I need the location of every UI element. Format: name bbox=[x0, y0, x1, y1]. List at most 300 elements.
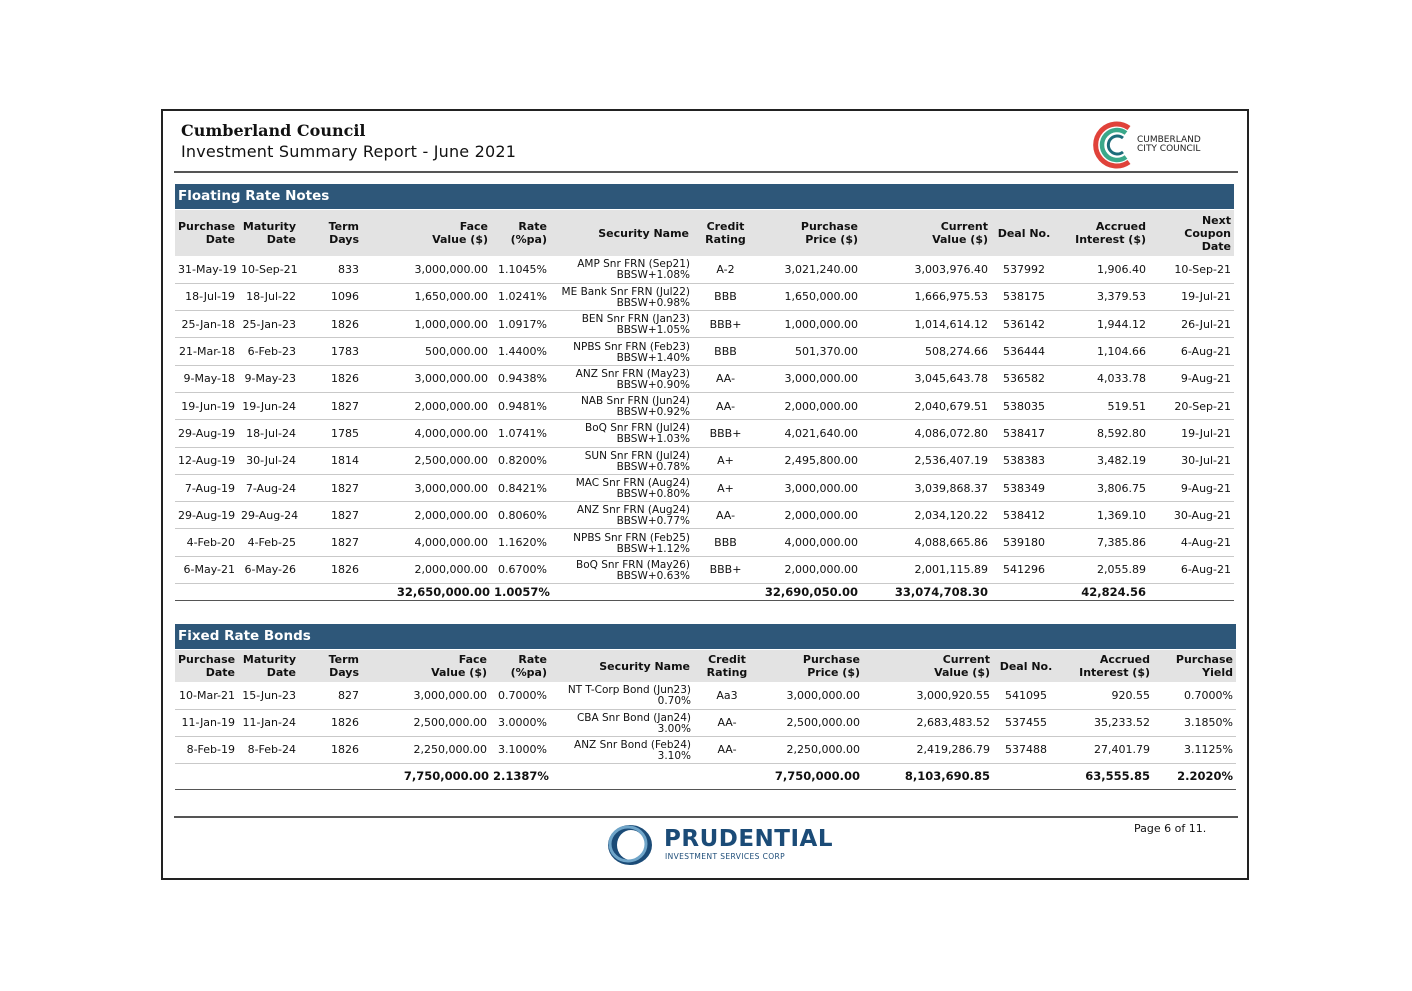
frn-cell-next-coupon-date: 9-Aug-21 bbox=[1149, 365, 1234, 392]
frb-col-header-line2: Price ($) bbox=[807, 666, 860, 679]
frn-cell-term-days: 1814 bbox=[299, 447, 362, 474]
frn-total-cell bbox=[550, 584, 693, 601]
frb-cell-accrued-interest: 920.55 bbox=[1059, 682, 1153, 709]
frb-col-header-line1: Face bbox=[458, 653, 487, 666]
frn-cell-credit-rating: AA- bbox=[693, 502, 758, 529]
frn-cell-security-name bbox=[550, 392, 693, 419]
frn-cell-credit-rating: BBB bbox=[693, 338, 758, 365]
frn-cell-purchase-price: 1,000,000.00 bbox=[758, 311, 861, 338]
frn-cell-accrued-interest: 519.51 bbox=[1057, 392, 1149, 419]
frn-cell-deal-no: 538412 bbox=[991, 502, 1057, 529]
frn-total-cell bbox=[1149, 584, 1234, 601]
frn-cell-face-value: 4,000,000.00 bbox=[362, 529, 491, 556]
frb-cell-accrued-interest: 35,233.52 bbox=[1059, 709, 1153, 736]
frb-security-line1: ANZ Snr Bond (Feb24) bbox=[574, 738, 691, 751]
frb-col-header-line1: Deal No. bbox=[999, 659, 1053, 673]
frb-col-header-line2: (%pa) bbox=[510, 666, 547, 679]
frn-cell-accrued-interest: 1,944.12 bbox=[1057, 311, 1149, 338]
frb-col-header bbox=[1059, 650, 1153, 682]
frb-col-header-line1: Security Name bbox=[599, 659, 690, 673]
frn-security-line1: AMP Snr FRN (Sep21) bbox=[577, 258, 690, 271]
frn-col-header bbox=[693, 210, 758, 256]
frn-cell-deal-no: 538349 bbox=[991, 474, 1057, 501]
frn-col-header bbox=[991, 210, 1057, 256]
frb-cell-accrued-interest: 27,401.79 bbox=[1059, 736, 1153, 763]
frn-cell-next-coupon-date: 6-Aug-21 bbox=[1149, 556, 1234, 583]
frb-cell-purchase-price: 2,500,000.00 bbox=[760, 709, 863, 736]
frn-cell-security-name bbox=[550, 502, 693, 529]
frn-cell-security-name bbox=[550, 474, 693, 501]
frb-col-header-line2: Value ($) bbox=[934, 666, 990, 679]
frn-cell-term-days: 1827 bbox=[299, 474, 362, 501]
frb-col-header-line2: Yield bbox=[1202, 666, 1233, 679]
frn-security-line2: BBSW+0.63% bbox=[616, 569, 690, 582]
frn-row bbox=[175, 365, 1234, 392]
frn-cell-security-name bbox=[550, 311, 693, 338]
frn-security-line1: ANZ Snr FRN (Aug24) bbox=[576, 504, 690, 517]
frb-col-header-line2: Date bbox=[205, 666, 235, 679]
frb-cell-maturity-date: 15-Jun-23 bbox=[238, 682, 299, 709]
frb-cell-term-days: 1826 bbox=[299, 736, 362, 763]
frn-cell-accrued-interest: 1,104.66 bbox=[1057, 338, 1149, 365]
frn-cell-rate: 1.4400% bbox=[491, 338, 550, 365]
frn-row bbox=[175, 502, 1234, 529]
frb-cell-current-value: 2,419,286.79 bbox=[863, 736, 993, 763]
frn-cell-purchase-date: 9-May-18 bbox=[175, 365, 238, 392]
frn-cell-maturity-date: 10-Sep-21 bbox=[238, 256, 299, 283]
frn-col-header-line1: Next Coupon bbox=[1184, 213, 1231, 240]
frn-cell-accrued-interest: 2,055.89 bbox=[1057, 556, 1149, 583]
frn-cell-rate: 0.8421% bbox=[491, 474, 550, 501]
frb-security-line1: CBA Snr Bond (Jan24) bbox=[576, 711, 691, 724]
frb-col-header bbox=[299, 650, 362, 682]
frb-cell-purchase-price: 2,250,000.00 bbox=[760, 736, 863, 763]
frb-cell-rate: 3.0000% bbox=[490, 709, 550, 736]
frn-cell-maturity-date: 6-Feb-23 bbox=[238, 338, 299, 365]
frn-cell-face-value: 500,000.00 bbox=[362, 338, 491, 365]
frb-col-header-line1: Accrued bbox=[1099, 653, 1150, 666]
frn-total-face-value: 32,650,000.00 bbox=[362, 584, 491, 601]
frb-col-header bbox=[175, 650, 238, 682]
frn-cell-accrued-interest: 1,369.10 bbox=[1057, 502, 1149, 529]
frn-security-line1: BoQ Snr FRN (Jul24) bbox=[585, 422, 690, 435]
frn-cell-rate: 0.9481% bbox=[491, 392, 550, 419]
frn-security-line2: BBSW+1.08% bbox=[616, 269, 690, 282]
frb-row bbox=[175, 736, 1236, 763]
frn-security-line2: BBSW+0.92% bbox=[616, 406, 690, 419]
frb-cell-credit-rating: AA- bbox=[694, 736, 760, 763]
frb-total-cell bbox=[299, 763, 362, 789]
council-logo bbox=[1093, 118, 1205, 172]
frn-cell-term-days: 1826 bbox=[299, 311, 362, 338]
frn-cell-current-value: 1,666,975.53 bbox=[861, 283, 991, 310]
frn-cell-credit-rating: BBB+ bbox=[693, 420, 758, 447]
council-logo-line1: CUMBERLAND bbox=[1137, 135, 1201, 145]
frb-security-line2: 0.70% bbox=[657, 695, 691, 708]
frn-cell-maturity-date: 19-Jun-24 bbox=[238, 392, 299, 419]
frn-cell-security-name bbox=[550, 529, 693, 556]
frb-total-current-value: 8,103,690.85 bbox=[863, 763, 993, 789]
frn-row bbox=[175, 529, 1234, 556]
frn-cell-face-value: 3,000,000.00 bbox=[362, 365, 491, 392]
frn-cell-purchase-price: 501,370.00 bbox=[758, 338, 861, 365]
frb-col-header bbox=[993, 650, 1059, 682]
frn-total-current-value: 33,074,708.30 bbox=[861, 584, 991, 601]
frn-total-accrued-interest: 42,824.56 bbox=[1057, 584, 1149, 601]
frb-total-purchase-price: 7,750,000.00 bbox=[760, 763, 863, 789]
frb-col-header-line2: Rating bbox=[706, 666, 748, 679]
frn-cell-current-value: 2,040,679.51 bbox=[861, 392, 991, 419]
frn-col-header-line2: Value ($) bbox=[932, 233, 988, 246]
frn-security-line1: NPBS Snr FRN (Feb23) bbox=[573, 340, 690, 353]
frb-cell-deal-no: 541095 bbox=[993, 682, 1059, 709]
frn-cell-term-days: 833 bbox=[299, 256, 362, 283]
frn-cell-security-name bbox=[550, 420, 693, 447]
frn-cell-maturity-date: 9-May-23 bbox=[238, 365, 299, 392]
frn-security-line2: BBSW+1.03% bbox=[616, 433, 690, 446]
frn-cell-term-days: 1785 bbox=[299, 420, 362, 447]
frb-cell-purchase-yield: 3.1125% bbox=[1153, 736, 1236, 763]
frn-col-header-line1: Rate bbox=[518, 220, 547, 233]
frn-cell-purchase-date: 25-Jan-18 bbox=[175, 311, 238, 338]
frn-cell-face-value: 2,000,000.00 bbox=[362, 502, 491, 529]
frn-cell-rate: 0.9438% bbox=[491, 365, 550, 392]
frn-col-header-line1: Purchase bbox=[178, 220, 236, 233]
frn-cell-purchase-price: 2,495,800.00 bbox=[758, 447, 861, 474]
frn-col-header-line2: Days bbox=[329, 233, 359, 246]
frn-security-line2: BBSW+1.05% bbox=[616, 324, 690, 337]
frn-col-header bbox=[1149, 210, 1234, 256]
frn-cell-purchase-date: 31-May-19 bbox=[175, 256, 238, 283]
frn-cell-credit-rating: AA- bbox=[693, 365, 758, 392]
frn-cell-face-value: 3,000,000.00 bbox=[362, 474, 491, 501]
frb-cell-current-value: 3,000,920.55 bbox=[863, 682, 993, 709]
frn-cell-deal-no: 536582 bbox=[991, 365, 1057, 392]
frn-cell-accrued-interest: 3,806.75 bbox=[1057, 474, 1149, 501]
frn-cell-deal-no: 538417 bbox=[991, 420, 1057, 447]
frn-total-purchase-price: 32,690,050.00 bbox=[758, 584, 861, 601]
frn-cell-maturity-date: 29-Aug-24 bbox=[238, 502, 299, 529]
frn-cell-purchase-date: 6-May-21 bbox=[175, 556, 238, 583]
frn-cell-face-value: 1,650,000.00 bbox=[362, 283, 491, 310]
frn-total-cell bbox=[175, 584, 238, 601]
frn-cell-next-coupon-date: 30-Jul-21 bbox=[1149, 447, 1234, 474]
frn-cell-purchase-price: 2,000,000.00 bbox=[758, 502, 861, 529]
frn-total-cell bbox=[991, 584, 1057, 601]
frn-cell-current-value: 508,274.66 bbox=[861, 338, 991, 365]
frn-col-header-line2: Rating bbox=[705, 233, 746, 246]
frn-total-cell bbox=[238, 584, 299, 601]
frn-cell-security-name bbox=[550, 365, 693, 392]
frb-cell-current-value: 2,683,483.52 bbox=[863, 709, 993, 736]
frb-cell-deal-no: 537455 bbox=[993, 709, 1059, 736]
frn-cell-security-name bbox=[550, 447, 693, 474]
frn-cell-next-coupon-date: 19-Jul-21 bbox=[1149, 420, 1234, 447]
frb-col-header-line1: Maturity bbox=[242, 653, 296, 666]
frn-cell-maturity-date: 18-Jul-24 bbox=[238, 420, 299, 447]
frn-cell-accrued-interest: 3,482.19 bbox=[1057, 447, 1149, 474]
frb-row bbox=[175, 709, 1236, 736]
frn-security-line1: SUN Snr FRN (Jul24) bbox=[584, 449, 690, 462]
frn-row bbox=[175, 338, 1234, 365]
frb-cell-maturity-date: 8-Feb-24 bbox=[238, 736, 299, 763]
frb-cell-term-days: 1826 bbox=[299, 709, 362, 736]
frn-cell-face-value: 2,000,000.00 bbox=[362, 392, 491, 419]
frn-cell-maturity-date: 6-May-26 bbox=[238, 556, 299, 583]
frn-security-line2: BBSW+1.12% bbox=[616, 542, 690, 555]
frn-cell-purchase-price: 2,000,000.00 bbox=[758, 556, 861, 583]
frn-cell-rate: 1.1045% bbox=[491, 256, 550, 283]
frn-col-header-line2: Date bbox=[266, 233, 296, 246]
frb-cell-purchase-yield: 3.1850% bbox=[1153, 709, 1236, 736]
frn-cell-next-coupon-date: 20-Sep-21 bbox=[1149, 392, 1234, 419]
frn-cell-credit-rating: BBB bbox=[693, 529, 758, 556]
frn-cell-accrued-interest: 8,592.80 bbox=[1057, 420, 1149, 447]
frn-total-cell bbox=[299, 584, 362, 601]
frn-cell-purchase-date: 21-Mar-18 bbox=[175, 338, 238, 365]
frb-cell-maturity-date: 11-Jan-24 bbox=[238, 709, 299, 736]
frb-col-header bbox=[362, 650, 490, 682]
frb-cell-face-value: 2,500,000.00 bbox=[362, 709, 490, 736]
frn-cell-maturity-date: 25-Jan-23 bbox=[238, 311, 299, 338]
frn-cell-face-value: 4,000,000.00 bbox=[362, 420, 491, 447]
frn-cell-current-value: 4,088,665.86 bbox=[861, 529, 991, 556]
frb-cell-purchase-price: 3,000,000.00 bbox=[760, 682, 863, 709]
frn-col-header-line1: Purchase bbox=[800, 220, 858, 233]
frn-cell-rate: 1.0917% bbox=[491, 311, 550, 338]
frn-cell-face-value: 2,500,000.00 bbox=[362, 447, 491, 474]
frn-row bbox=[175, 474, 1234, 501]
frb-col-header-line1: Purchase bbox=[178, 653, 236, 666]
frn-col-header bbox=[299, 210, 362, 256]
frb-col-header-line1: Purchase bbox=[1175, 653, 1233, 666]
frb-col-header-line2: Value ($) bbox=[431, 666, 487, 679]
frn-security-line1: BEN Snr FRN (Jan23) bbox=[581, 313, 690, 326]
frn-cell-face-value: 3,000,000.00 bbox=[362, 256, 491, 283]
frn-cell-purchase-price: 3,000,000.00 bbox=[758, 474, 861, 501]
frn-col-header bbox=[861, 210, 991, 256]
frn-cell-term-days: 1827 bbox=[299, 529, 362, 556]
frn-cell-purchase-date: 29-Aug-19 bbox=[175, 420, 238, 447]
frn-cell-current-value: 3,039,868.37 bbox=[861, 474, 991, 501]
frn-cell-purchase-price: 3,000,000.00 bbox=[758, 365, 861, 392]
frn-col-header-line1: Accrued bbox=[1095, 220, 1146, 233]
frn-col-header-line1: Security Name bbox=[598, 226, 689, 240]
frn-total-cell bbox=[693, 584, 758, 601]
frb-cell-face-value: 2,250,000.00 bbox=[362, 736, 490, 763]
header-divider bbox=[174, 171, 1238, 173]
frn-cell-current-value: 2,034,120.22 bbox=[861, 502, 991, 529]
frb-cell-credit-rating: Aa3 bbox=[694, 682, 760, 709]
frn-row bbox=[175, 392, 1234, 419]
frn-col-header bbox=[238, 210, 299, 256]
frb-total-purchase-yield: 2.2020% bbox=[1153, 763, 1236, 789]
frn-col-header-line2: Date bbox=[205, 233, 235, 246]
frb-cell-security-name bbox=[550, 682, 694, 709]
frn-cell-deal-no: 536142 bbox=[991, 311, 1057, 338]
frn-cell-credit-rating: BBB+ bbox=[693, 311, 758, 338]
frb-security-line2: 3.10% bbox=[657, 749, 691, 762]
council-logo-line2: CITY COUNCIL bbox=[1137, 144, 1201, 154]
frn-security-line2: BBSW+0.98% bbox=[616, 296, 690, 309]
frb-col-header bbox=[863, 650, 993, 682]
frn-cell-next-coupon-date: 19-Jul-21 bbox=[1149, 283, 1234, 310]
frn-cell-credit-rating: A+ bbox=[693, 447, 758, 474]
frn-cell-rate: 0.6700% bbox=[491, 556, 550, 583]
frn-cell-purchase-price: 3,021,240.00 bbox=[758, 256, 861, 283]
frn-security-line1: BoQ Snr FRN (May26) bbox=[576, 558, 690, 571]
frn-cell-deal-no: 539180 bbox=[991, 529, 1057, 556]
frb-col-header bbox=[1153, 650, 1236, 682]
frn-cell-purchase-date: 19-Jun-19 bbox=[175, 392, 238, 419]
frn-cell-credit-rating: BBB bbox=[693, 283, 758, 310]
frn-cell-purchase-date: 18-Jul-19 bbox=[175, 283, 238, 310]
frn-cell-security-name bbox=[550, 556, 693, 583]
frb-col-header bbox=[694, 650, 760, 682]
frb-col-header-line1: Rate bbox=[518, 653, 547, 666]
frb-total-accrued-interest: 63,555.85 bbox=[1059, 763, 1153, 789]
frn-cell-purchase-date: 29-Aug-19 bbox=[175, 502, 238, 529]
frn-col-header bbox=[1057, 210, 1149, 256]
frn-security-line1: NPBS Snr FRN (Feb25) bbox=[573, 531, 690, 544]
frn-col-header bbox=[491, 210, 550, 256]
frb-cell-rate: 3.1000% bbox=[490, 736, 550, 763]
frb-total-cell bbox=[238, 763, 299, 789]
frn-cell-purchase-price: 4,000,000.00 bbox=[758, 529, 861, 556]
prudential-logo bbox=[604, 822, 833, 868]
footer-divider bbox=[174, 816, 1238, 818]
frn-security-line1: NAB Snr FRN (Jun24) bbox=[580, 395, 690, 408]
frn-col-header bbox=[175, 210, 238, 256]
frn-cell-current-value: 2,536,407.19 bbox=[861, 447, 991, 474]
frn-col-header bbox=[550, 210, 693, 256]
frn-col-header bbox=[362, 210, 491, 256]
frn-col-header-line1: Credit bbox=[706, 220, 745, 233]
frn-security-line2: BBSW+0.77% bbox=[616, 515, 690, 528]
frn-security-line2: BBSW+1.40% bbox=[616, 351, 690, 364]
frn-col-header-line1: Term bbox=[328, 220, 359, 233]
frn-cell-deal-no: 538035 bbox=[991, 392, 1057, 419]
frb-cell-purchase-date: 10-Mar-21 bbox=[175, 682, 238, 709]
page-number: Page 6 of 11. bbox=[1134, 822, 1207, 835]
frb-cell-deal-no: 537488 bbox=[993, 736, 1059, 763]
frb-cell-security-name bbox=[550, 736, 694, 763]
frn-cell-maturity-date: 30-Jul-24 bbox=[238, 447, 299, 474]
frn-row bbox=[175, 447, 1234, 474]
frb-col-header bbox=[760, 650, 863, 682]
frn-cell-next-coupon-date: 6-Aug-21 bbox=[1149, 338, 1234, 365]
frn-col-header-line1: Face bbox=[459, 220, 488, 233]
frb-col-header bbox=[550, 650, 694, 682]
frb-total-rate: 2.1387% bbox=[490, 763, 550, 789]
frb-cell-security-name bbox=[550, 709, 694, 736]
frb-col-header-line1: Current bbox=[942, 653, 990, 666]
frn-row bbox=[175, 256, 1234, 283]
frn-col-header-line2: Value ($) bbox=[432, 233, 488, 246]
frn-cell-deal-no: 538175 bbox=[991, 283, 1057, 310]
frb-col-header-line2: Days bbox=[329, 666, 359, 679]
frn-cell-next-coupon-date: 4-Aug-21 bbox=[1149, 529, 1234, 556]
frb-cell-purchase-date: 11-Jan-19 bbox=[175, 709, 238, 736]
frn-cell-security-name bbox=[550, 256, 693, 283]
frn-total-rate: 1.0057% bbox=[491, 584, 550, 601]
frn-cell-credit-rating: A-2 bbox=[693, 256, 758, 283]
frn-cell-face-value: 2,000,000.00 bbox=[362, 556, 491, 583]
frb-table bbox=[175, 650, 1236, 790]
frn-cell-credit-rating: A+ bbox=[693, 474, 758, 501]
frn-cell-current-value: 4,086,072.80 bbox=[861, 420, 991, 447]
frn-col-header-line1: Maturity bbox=[242, 220, 296, 233]
frn-security-line2: BBSW+0.90% bbox=[616, 378, 690, 391]
frn-cell-security-name bbox=[550, 283, 693, 310]
frn-cell-deal-no: 537992 bbox=[991, 256, 1057, 283]
frb-total-cell bbox=[694, 763, 760, 789]
frn-row bbox=[175, 420, 1234, 447]
frn-cell-face-value: 1,000,000.00 bbox=[362, 311, 491, 338]
frb-total-face-value: 7,750,000.00 bbox=[362, 763, 490, 789]
frn-cell-security-name bbox=[550, 338, 693, 365]
frn-cell-rate: 1.1620% bbox=[491, 529, 550, 556]
frb-row bbox=[175, 682, 1236, 709]
frb-cell-purchase-date: 8-Feb-19 bbox=[175, 736, 238, 763]
frn-cell-rate: 0.8200% bbox=[491, 447, 550, 474]
frb-security-line2: 3.00% bbox=[657, 722, 691, 735]
frn-security-line1: MAC Snr FRN (Aug24) bbox=[575, 477, 690, 490]
frb-col-header-line2: Date bbox=[266, 666, 296, 679]
prudential-name: PRUDENTIAL bbox=[664, 826, 833, 852]
frn-security-line1: ANZ Snr FRN (May23) bbox=[575, 367, 690, 380]
frb-security-line1: NT T-Corp Bond (Jun23) bbox=[567, 684, 691, 697]
frn-cell-rate: 0.8060% bbox=[491, 502, 550, 529]
frb-col-header-line2: Interest ($) bbox=[1079, 666, 1150, 679]
prudential-ring-icon bbox=[604, 822, 658, 868]
frn-col-header bbox=[758, 210, 861, 256]
report-title: Cumberland Council bbox=[181, 121, 366, 140]
frn-cell-accrued-interest: 1,906.40 bbox=[1057, 256, 1149, 283]
frn-section-title: Floating Rate Notes bbox=[175, 184, 1234, 209]
frn-cell-maturity-date: 18-Jul-22 bbox=[238, 283, 299, 310]
council-c-icon bbox=[1093, 118, 1137, 172]
frb-cell-term-days: 827 bbox=[299, 682, 362, 709]
frn-cell-maturity-date: 7-Aug-24 bbox=[238, 474, 299, 501]
frn-cell-next-coupon-date: 26-Jul-21 bbox=[1149, 311, 1234, 338]
frn-col-header-line1: Current bbox=[940, 220, 988, 233]
frn-cell-term-days: 1783 bbox=[299, 338, 362, 365]
frb-section-title: Fixed Rate Bonds bbox=[175, 624, 1236, 649]
frn-row bbox=[175, 556, 1234, 583]
frn-row bbox=[175, 311, 1234, 338]
frn-cell-purchase-date: 12-Aug-19 bbox=[175, 447, 238, 474]
frn-cell-purchase-price: 1,650,000.00 bbox=[758, 283, 861, 310]
frn-cell-current-value: 3,003,976.40 bbox=[861, 256, 991, 283]
prudential-subtitle: INVESTMENT SERVICES CORP bbox=[665, 852, 786, 861]
frb-col-header-line1: Credit bbox=[708, 653, 746, 666]
frn-col-header-line2: Interest ($) bbox=[1075, 233, 1146, 246]
frn-cell-next-coupon-date: 30-Aug-21 bbox=[1149, 502, 1234, 529]
frn-cell-next-coupon-date: 10-Sep-21 bbox=[1149, 256, 1234, 283]
frb-cell-credit-rating: AA- bbox=[694, 709, 760, 736]
frb-cell-face-value: 3,000,000.00 bbox=[362, 682, 490, 709]
frn-security-line1: ME Bank Snr FRN (Jul22) bbox=[561, 285, 690, 298]
frn-row bbox=[175, 283, 1234, 310]
frb-cell-rate: 0.7000% bbox=[490, 682, 550, 709]
frn-cell-credit-rating: BBB+ bbox=[693, 556, 758, 583]
frb-total-cell bbox=[993, 763, 1059, 789]
frn-cell-rate: 1.0241% bbox=[491, 283, 550, 310]
frn-col-header-line2: Price ($) bbox=[805, 233, 858, 246]
frn-cell-accrued-interest: 4,033.78 bbox=[1057, 365, 1149, 392]
frb-col-header-line1: Term bbox=[328, 653, 359, 666]
